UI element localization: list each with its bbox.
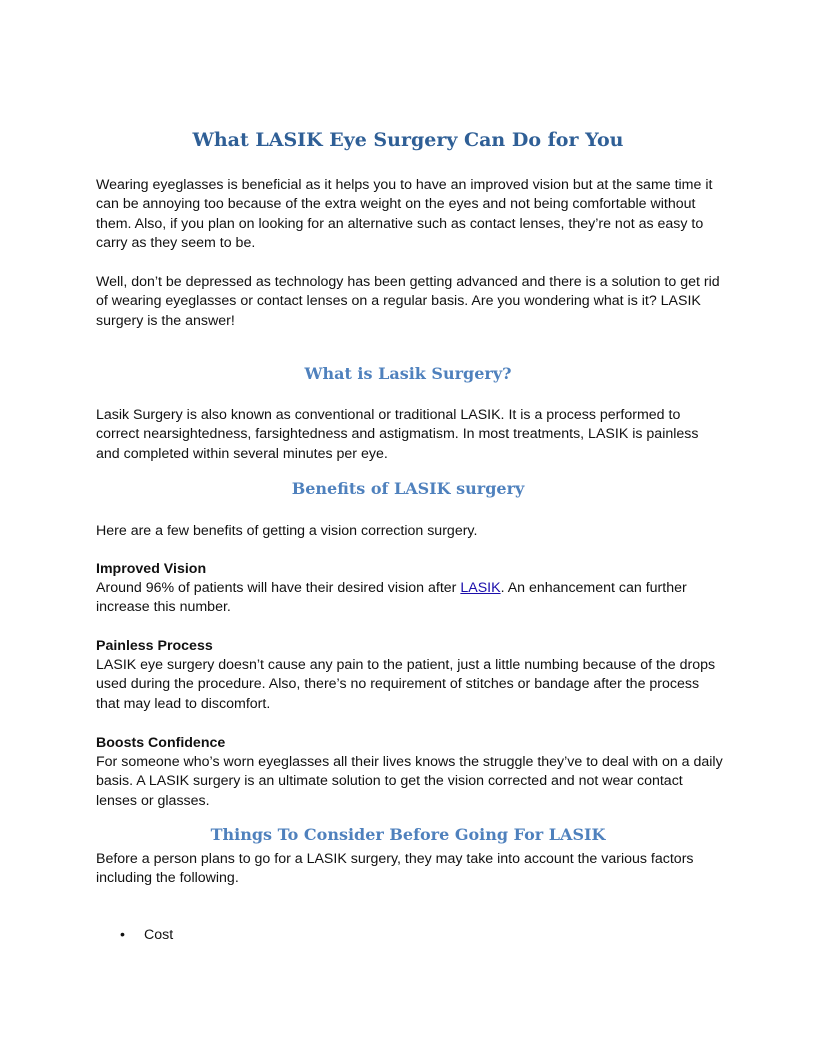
lasik-link[interactable]: LASIK (460, 580, 501, 596)
benefit-text-painless-process: LASIK eye surgery doesn’t cause any pain to the patient, just a little numbing because of the drops used during the procedure. Also, there’s no requirement of stitches or bandage after the process that may lead to discomfort. (96, 657, 716, 712)
page-title: What LASIK Eye Surgery Can Do for You (192, 129, 624, 151)
benefit-text-boosts-confidence: For someone who’s worn eyeglasses all their lives knows the struggle they’ve to deal with on a daily basis. A LASIK surgery is an ultimate solution to get the vision corrected and not wear contact lenses or glasses. (96, 754, 723, 809)
things-to-consider-intro: Before a person plans to go for a LASIK surgery, they may take into account the various factors including the following. (96, 851, 694, 887)
benefit-text-improved-vision (96, 579, 724, 618)
what-is-lasik-heading: What is Lasik Surgery? (304, 364, 512, 383)
list-item-label-cost: Cost (144, 927, 174, 943)
what-is-lasik-body: Lasik Surgery is also known as conventional or traditional LASIK. It is a process performed to correct nearsightedness, farsightedness and astigmatism. In most treatments, LASIK is painless and completed within several minutes per eye. (96, 407, 699, 462)
intro-paragraph-1: Wearing eyeglasses is beneficial as it helps you to have an improved vision but at the same time it can be annoying too because of the extra weight on the eyes and not being comfortable without them. Also, if you plan on looking for an alternative such as contact lenses, they’re not as easy to carry as they seem to be. (96, 177, 713, 252)
benefit-title-painless-process: Painless Process (96, 638, 213, 654)
benefits-intro: Here are a few benefits of getting a vision correction surgery. (96, 523, 478, 539)
benefit-title-improved-vision: Improved Vision (96, 561, 207, 577)
benefits-heading: Benefits of LASIK surgery (291, 479, 525, 498)
benefit-text-part: . An enhancement can further increase this number. (96, 580, 687, 616)
bullet-icon: • (120, 927, 125, 943)
things-to-consider-heading: Things To Consider Before Going For LASIK (210, 825, 606, 844)
benefit-title-boosts-confidence: Boosts Confidence (96, 735, 226, 751)
benefit-text-part: Around 96% of patients will have their desired vision after (96, 580, 461, 596)
intro-paragraph-2: Well, don’t be depressed as technology has been getting advanced and there is a solution to get rid of wearing eyeglasses or contact lenses on a regular basis. Are you wondering what is it? LASIK surgery is the answer! (96, 274, 720, 329)
